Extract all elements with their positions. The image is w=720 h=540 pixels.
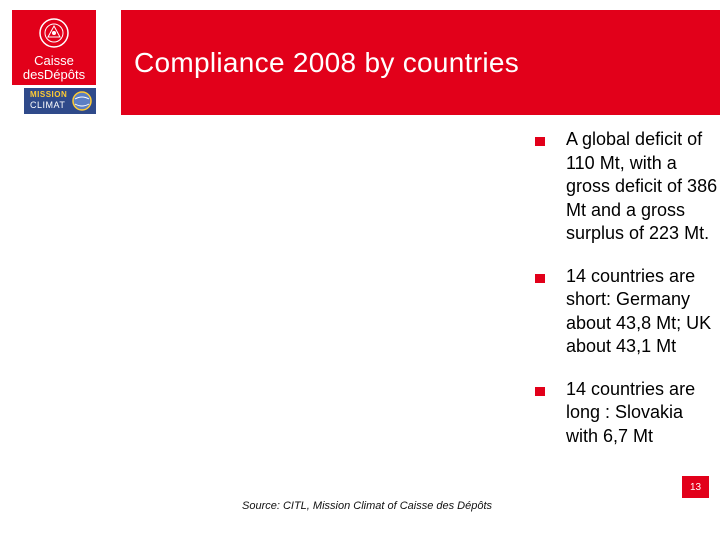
globe-icon <box>71 90 93 112</box>
square-bullet-icon <box>535 137 545 146</box>
mission-climat-logo <box>24 88 96 114</box>
source-caption: Source: CITL, Mission Climat of Caisse des Dépôts <box>242 500 493 512</box>
caisse-des-depots-logo <box>12 10 96 85</box>
logo-text-caisse: Caisse <box>34 53 74 68</box>
bullet-list <box>533 128 718 467</box>
bullet-text: A global deficit of 110 Mt, with a gross deficit of 386 Mt and a gross surplus of 223 Mt. <box>566 129 718 243</box>
bullet-item-global-deficit <box>533 128 718 246</box>
logo-text-des-depots: desDépôts <box>22 67 86 82</box>
title-bar <box>121 10 720 115</box>
mission-logo-text: MISSION <box>30 90 68 99</box>
seal-icon <box>38 16 70 50</box>
square-bullet-icon <box>535 274 545 283</box>
page-number-badge: 13 <box>682 476 709 498</box>
climat-logo-text: CLIMAT <box>30 100 66 110</box>
bullet-item-countries-long <box>533 378 718 449</box>
square-bullet-icon <box>535 387 545 396</box>
slide-title: Compliance 2008 by countries <box>134 47 520 78</box>
bullet-item-countries-short <box>533 265 718 359</box>
bullet-text: 14 countries are short: Germany about 43,8 Mt; UK about 43,1 Mt <box>566 265 712 356</box>
bullet-text: 14 countries are long : Slovakia with 6,7 Mt <box>566 378 696 446</box>
